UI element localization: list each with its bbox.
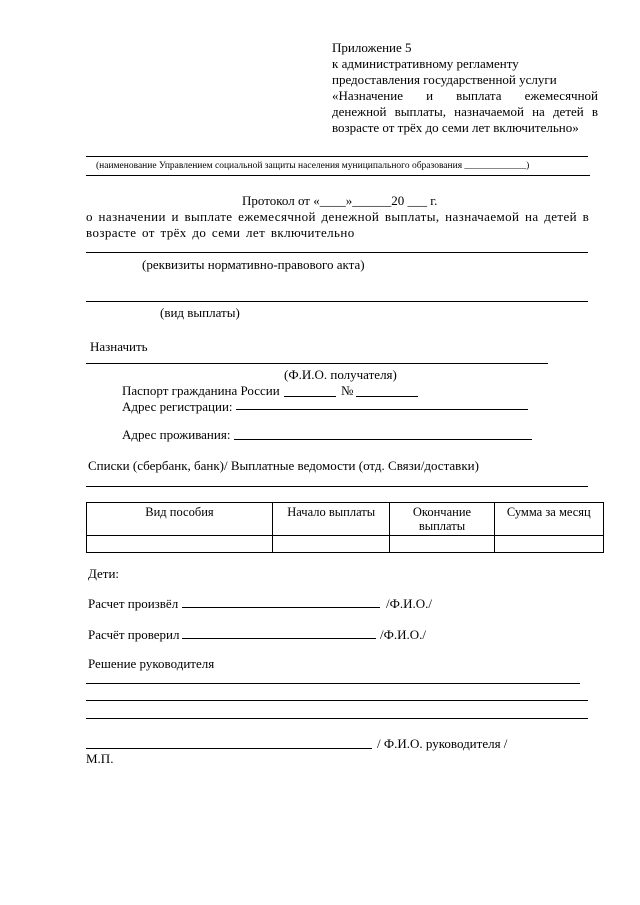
calc-checked-suffix: /Ф.И.О./ <box>380 627 427 642</box>
table-row <box>87 536 604 553</box>
passport-label: Паспорт гражданина России <box>122 383 280 398</box>
assign-label: Назначить <box>90 339 148 354</box>
table-header-cell: Начало выплаты <box>272 503 390 536</box>
table-cell[interactable] <box>494 536 603 553</box>
appendix-line: возрасте от трёх до семи лет включительно» <box>332 120 579 135</box>
calc-checked-signature-line[interactable] <box>182 638 376 639</box>
decision-line-3[interactable] <box>86 718 588 719</box>
payment-table <box>86 502 604 553</box>
appendix-title: Приложение 5 <box>332 40 412 55</box>
protocol-subject-line1: о назначении и выплате ежемесячной денежной выплаты, назначаемой на детей в <box>86 209 590 224</box>
act-details-line[interactable] <box>86 252 588 253</box>
passport-series-line[interactable] <box>284 396 336 397</box>
recipient-name-line[interactable] <box>86 363 548 364</box>
table-header-cell: Вид пособия <box>87 503 273 536</box>
head-signature-suffix: / Ф.И.О. руководителя / <box>377 736 508 751</box>
table-cell[interactable] <box>87 536 273 553</box>
passport-number-line[interactable] <box>356 396 418 397</box>
calc-made-signature-line[interactable] <box>182 607 380 608</box>
table-header-cell: Окончание выплаты <box>390 503 494 536</box>
calc-made-suffix: /Ф.И.О./ <box>386 596 433 611</box>
children-label: Дети: <box>88 566 120 581</box>
lists-line[interactable] <box>86 486 588 487</box>
org-name-line[interactable] <box>86 156 588 157</box>
registration-label: Адрес регистрации: <box>122 399 233 414</box>
lists-label: Списки (сбербанк, банк)/ Выплатные ведомости (отд. Связи/доставки) <box>88 458 479 473</box>
decision-line-1[interactable] <box>86 683 580 684</box>
head-signature-line[interactable] <box>86 748 372 749</box>
protocol-title: Протокол от «____»______20 ___ г. <box>242 193 438 208</box>
calc-made-label: Расчет произвёл <box>88 596 179 611</box>
payment-type-line[interactable] <box>86 301 588 302</box>
decision-line-2[interactable] <box>86 700 588 701</box>
table-cell[interactable] <box>272 536 390 553</box>
act-details-caption: (реквизиты нормативно-правового акта) <box>142 257 365 272</box>
table-cell[interactable] <box>390 536 494 553</box>
recipient-name-caption: (Ф.И.О. получателя) <box>284 367 397 382</box>
residence-label: Адрес проживания: <box>122 427 231 442</box>
appendix-line: «Назначение и выплата ежемесячной <box>332 88 598 103</box>
appendix-header <box>332 40 598 136</box>
protocol-subject-line2: возрасте от трёх до семи лет включительно <box>86 225 355 240</box>
table-header-cell: Сумма за месяц <box>494 503 603 536</box>
passport-number-sign: № <box>341 383 354 398</box>
decision-label: Решение руководителя <box>88 656 215 671</box>
appendix-line: предоставления государственной услуги <box>332 72 557 87</box>
org-caption-underline <box>86 175 590 176</box>
org-name-caption: (наименование Управлением социальной защиты населения муниципального образования _____________) <box>96 161 530 171</box>
table-header-row <box>87 503 604 536</box>
stamp-label: М.П. <box>86 751 114 766</box>
registration-address-line[interactable] <box>236 409 528 410</box>
appendix-line: к административному регламенту <box>332 56 519 71</box>
payment-type-caption: (вид выплаты) <box>160 305 240 320</box>
calc-checked-label: Расчёт проверил <box>88 627 180 642</box>
residence-address-line[interactable] <box>234 439 532 440</box>
appendix-line: денежной выплаты, назначаемой на детей в <box>332 104 598 119</box>
